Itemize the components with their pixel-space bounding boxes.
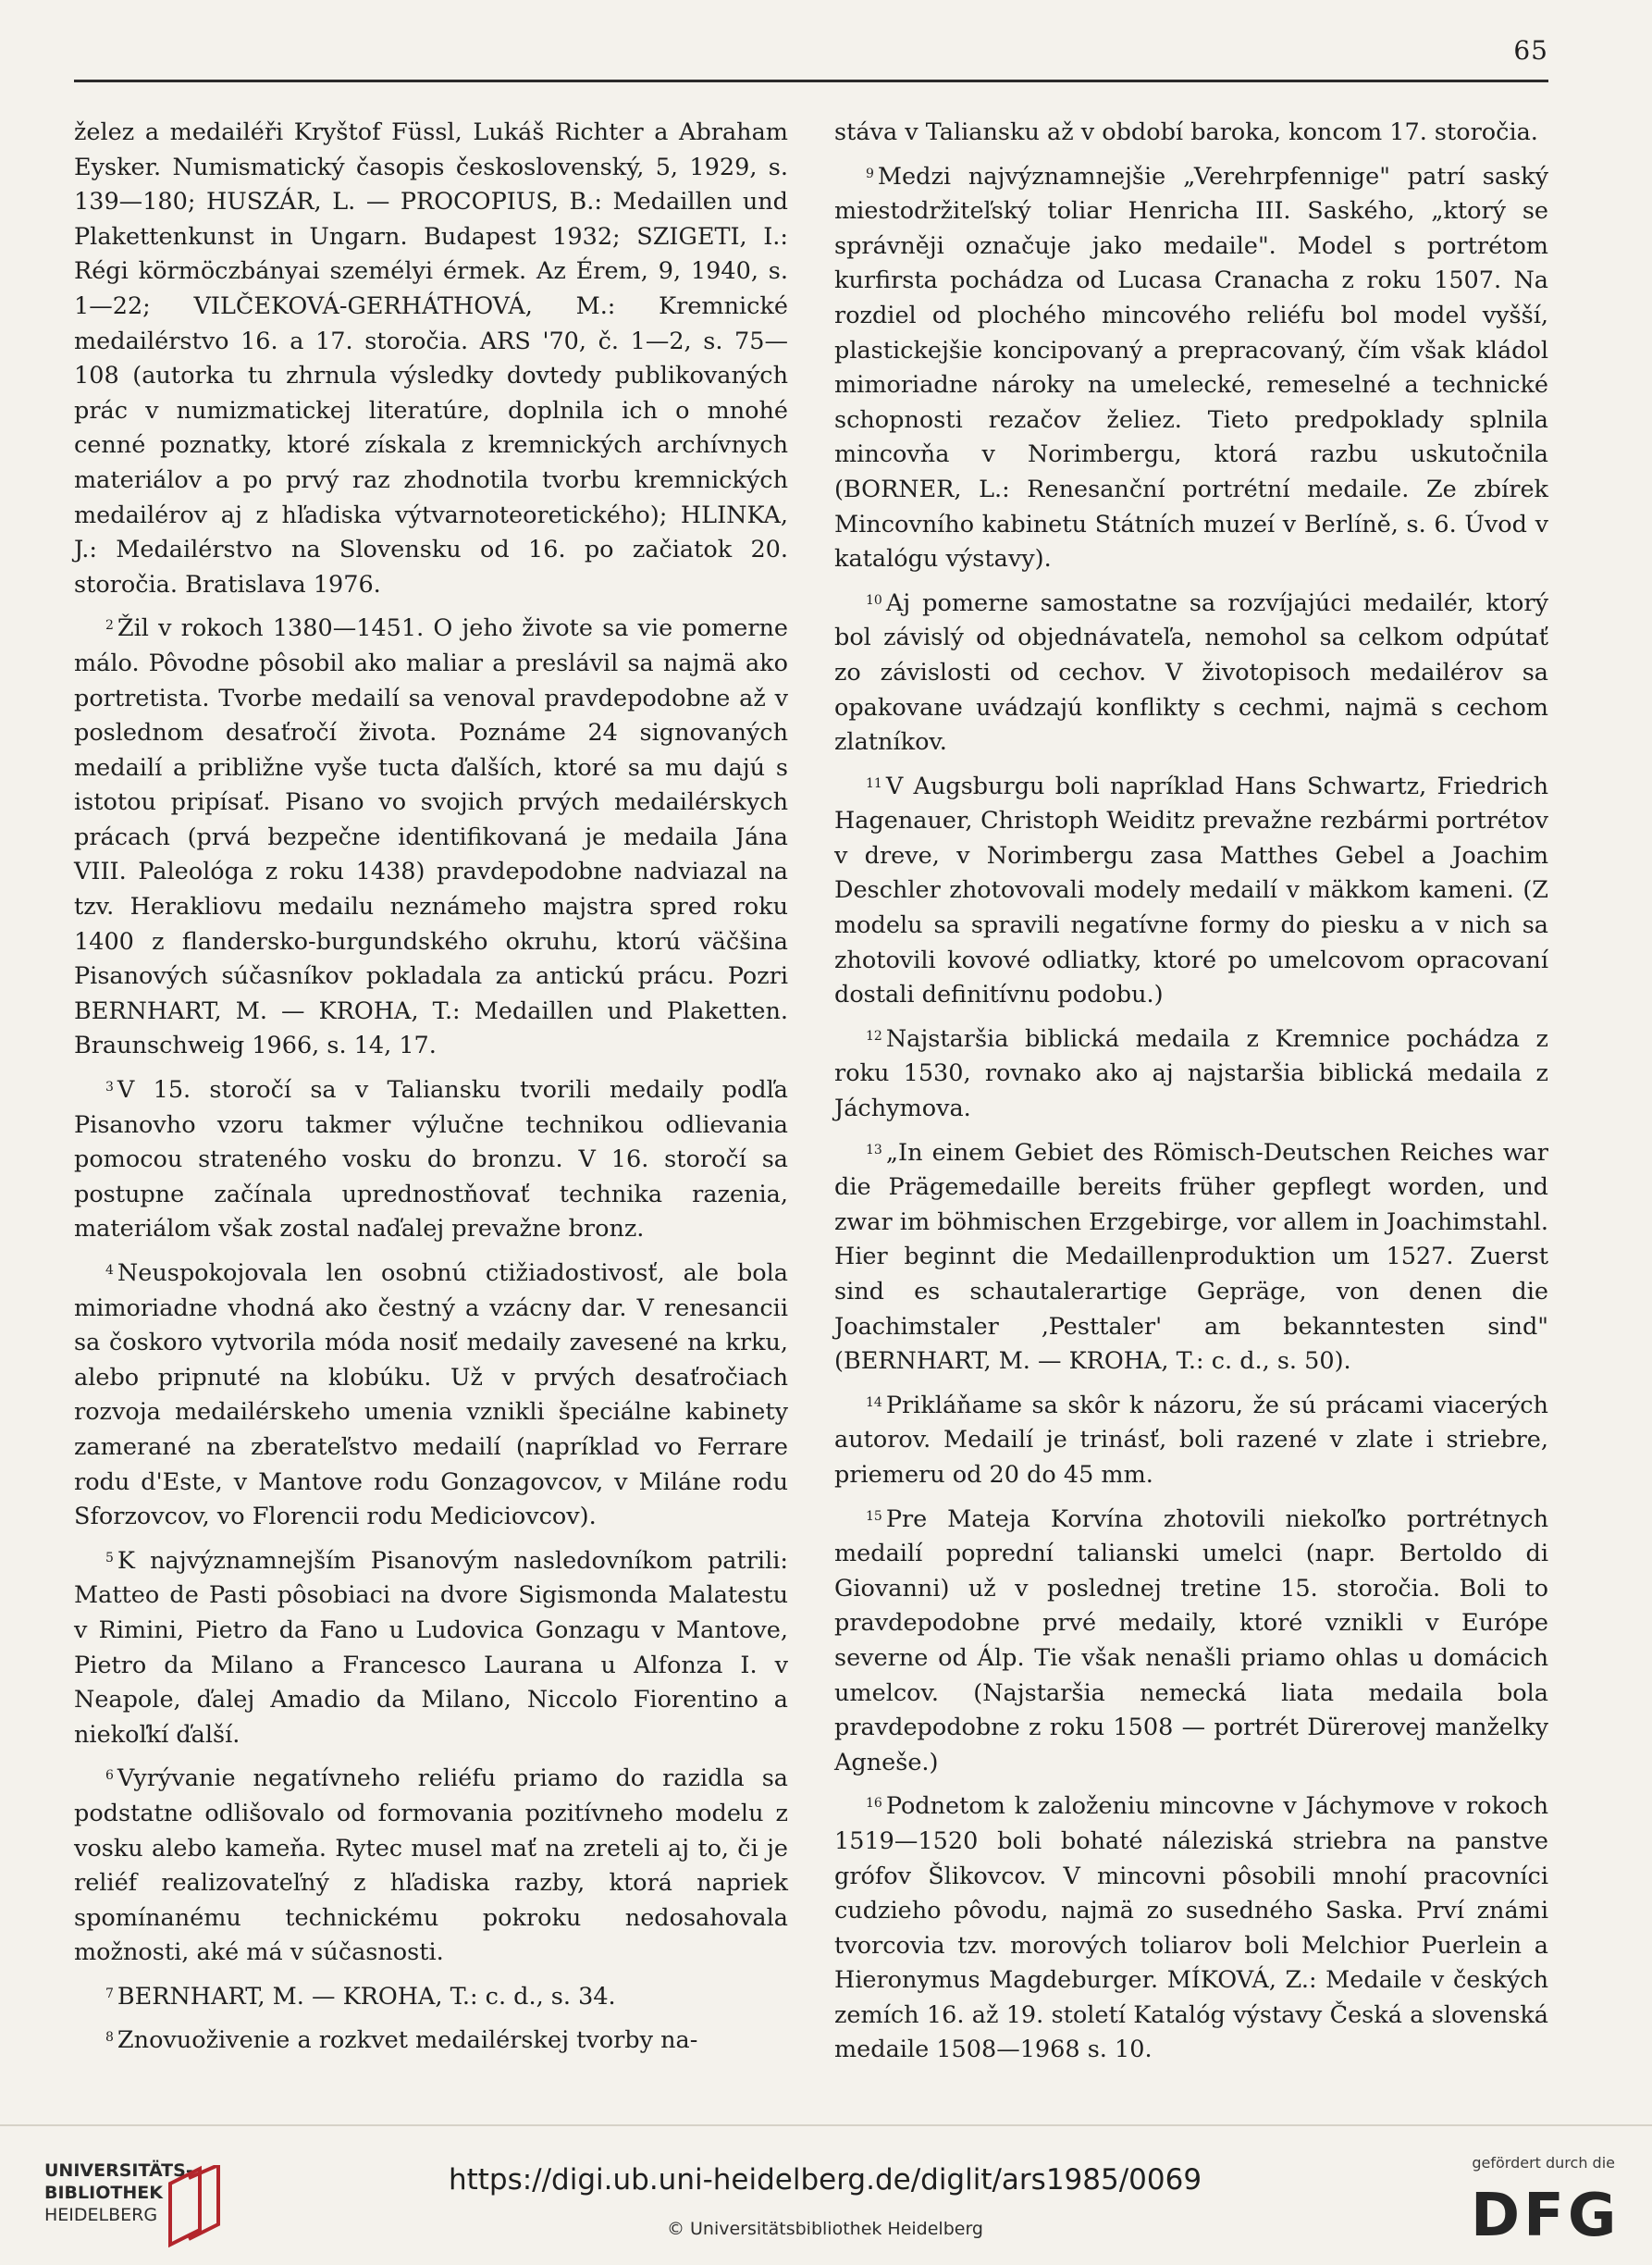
- footnote-number: 5: [105, 1550, 114, 1566]
- library-name-line: UNIVERSITÄTS-: [44, 2160, 193, 2181]
- footnote-text: V Augsburgu boli napríklad Hans Schwartz, Friedrich Hagenauer, Christoph Weiditz prevažne rezbármi portrétov v dreve, v Norimbergu zasa Matthes Gebel a Joachim Deschler zhotovovali modely medailí v mäkkom kameni. (Z modelu sa spravili negatívne formy do piesku a v nich sa zhotovili kovové odliatky, ktoré po umelcovom opracovaní dostali definitívnu podobu.): [834, 772, 1548, 1009]
- footnote-10: [834, 584, 1548, 761]
- footnote-number: 15: [866, 1508, 882, 1524]
- funding-label: gefördert durch die: [1472, 2154, 1615, 2172]
- footnote-3: [74, 1071, 788, 1247]
- copyright-notice: © Universitätsbibliothek Heidelberg: [666, 2219, 983, 2239]
- footnote-16: [834, 1787, 1548, 2068]
- library-name-line: BIBLIOTHEK: [44, 2183, 163, 2203]
- footnote-number: 2: [105, 618, 114, 634]
- footnote-text: Najstaršia biblická medaila z Kremnice pochádza z roku 1530, rovnako ako aj najstaršia biblická medaila z Jáchymova.: [834, 1024, 1548, 1123]
- footnote-text: Prikláňame sa skôr k názoru, že sú prácami viacerých autorov. Medailí je trinásť, boli razené v zlate i striebre, priemeru od 20 do 45 mm.: [834, 1391, 1548, 1489]
- footnote-number: 4: [105, 1263, 114, 1278]
- footnote-2: [74, 609, 788, 1064]
- footnote-5: [74, 1541, 788, 1753]
- footnote-8-continuation: [834, 116, 1548, 151]
- footnote-number: 10: [866, 592, 882, 608]
- footnote-14: [834, 1386, 1548, 1493]
- footnote-text: stáva v Taliansku až v období baroka, koncom 17. storočia.: [834, 118, 1538, 146]
- footnote-6: [74, 1759, 788, 1971]
- footnote-text: Medzi najvýznamnejšie „Verehrpfennige" patrí saský miestodržiteľský toliar Henricha III. Saského, „ktorý se správněji označuje jako medaile". Model s portrétom kurfirsta pochádza od Lucasa Cranacha z roku 1507. Na rozdiel od plochého mincového reliéfu bol model vyšší, plastickejšie koncipovaný a prepracovaný, čím však kládol mimoriadne nároky na umelecké, remeselné a technické schopnosti rezačov želiez. Tieto predpoklady splnila mincovňa v Norimbergu, ktorá razbu uskutočnila (BORNER, L.: Renesanční portrétní medaile. Ze zbírek Mincovního kabinetu Státních muzeí v Berlíně, s. 6. Úvod v katalógu výstavy).: [834, 162, 1548, 574]
- footnote-11: [834, 767, 1548, 1013]
- footnote-text: Pre Mateja Korvína zhotovili niekoľko portrétnych medailí poprední talianski umelci (napr. Bertoldo di Giovanni) už v poslednej tretine 15. storočia. Boli to pravdepodobne prvé medaily, ktoré vznikli v Európe severne od Álp. Tie však nenašli priamo ohlas u domácich umelcov. (Najstaršia nemecká liata medaila bola pravdepodobne z roku 1508 — portrét Dürerovej manželky Agneše.): [834, 1504, 1548, 1776]
- footnote-number: 8: [105, 2030, 114, 2046]
- footnote-7: [74, 1977, 788, 2015]
- footnote-text: Vyrývanie negatívneho reliéfu priamo do razidla sa podstatne odlišovalo od formovania pozitívneho modelu z vosku alebo kameňa. Rytec musel mať na zreteli aj to, či je reliéf realizovateľný z hľadiska razby, ktorá napriek spomínanému technickému pokroku nedosahovala možnosti, aké má v súčasnosti.: [74, 1764, 788, 1967]
- footnote-text: „In einem Gebiet des Römisch-Deutschen Reiches war die Prägemedaille bereits früher gepflegt worden, und zwar im böhmischen Erzgebirge, vor allem in Joachimstahl. Hier beginnt die Medaillenproduktion um 1527. Zuerst sind es schautalerartige Gepräge, von denen die Joachimstaler ‚Pesttaler' am bekanntesten sind" (BERNHART, M. — KROHA, T.: c. d., s. 50).: [834, 1138, 1548, 1376]
- footnote-text: Neuspokojovala len osobnú ctižiadostivosť, ale bola mimoriadne vhodná ako čestný a vzácny dar. V renesancii sa čoskoro vytvorila móda nosiť medaily zavesené na krku, alebo pripnuté na klobúku. Už v prvých desaťročiach rozvoja medailérskeho umenia vznikli špeciálne kabinety zamerané na zberateľstvo medailí (napríklad vo Ferrare rodu d'Este, v Mantove rodu Gonzagovcov, v Miláne rodu Sforzovcov, vo Florencii rodu Mediciovcov).: [74, 1259, 788, 1531]
- footnote-text: Aj pomerne samostatne sa rozvíjajúci medailér, ktorý bol závislý od objednávateľa, nemohol sa celkom odpútať zo závislosti od cechov. V životopisoch medailérov sa opakovane uvádzajú konflikty s cechmi, najmä s cechom zlatníkov.: [834, 588, 1548, 757]
- right-column: [834, 116, 1548, 2068]
- footnote-12: [834, 1020, 1548, 1127]
- permalink-url[interactable]: https://digi.ub.uni-heidelberg.de/diglit/ars1985/0069: [448, 2163, 1202, 2197]
- left-column: [74, 116, 788, 2059]
- library-emblem-icon: [163, 2165, 228, 2248]
- footnote-text: K najvýznamnejším Pisanovým nasledovníkom patrili: Matteo de Pasti pôsobiaci na dvore Sigismonda Malatestu v Rimini, Pietro da Fano u Ludovica Gonzagu v Mantove, Pietro da Milano a Francesco Laurana u Alfonza I. v Neapole, ďalej Amadio da Milano, Niccolo Fiorentino a niekoľkí ďalší.: [74, 1546, 788, 1749]
- footnote-text: Žil v rokoch 1380—1451. O jeho živote sa vie pomerne málo. Pôvodne pôsobil ako maliar a preslávil sa najmä ako portretista. Tvorbe medailí sa venoval pravdepodobne až v poslednom desaťročí života. Poznáme 24 signovaných medailí a približne vyše tucta ďalších, ktoré sa mu dajú s istotou pripísať. Pisano vo svojich prvých medailérskych prácach (prvá bezpečne identifikovaná je medaila Jána VIII. Paleológa z roku 1438) pravdepodobne nadviazal na tzv. Herakliovu medailu neznámeho majstra spred roku 1400 z flandersko-burgundského okruhu, ktorú väčšina Pisanových súčasníkov pokladala za antickú prácu. Pozri BERNHART, M. — KROHA, T.: Medaillen und Plaketten. Braunschweig 1966, s. 14, 17.: [74, 614, 788, 1060]
- footnote-text: želez a medailéři Kryštof Füssl, Lukáš Richter a Abraham Eysker. Numismatický časopis československý, 5, 1929, s. 139—180; HUSZÁR, L. — PROCOPIUS, B.: Medaillen und Plakettenkunst in Ungarn. Budapest 1932; SZIGETI, I.: Régi körmöczbányai személyi érmek. Az Érem, 9, 1940, s. 1—22; VILČEKOVÁ-GERHÁTHOVÁ, M.: Kremnické medailérstvo 16. a 17. storočia. ARS '70, č. 1—2, s. 75—108 (autorka tu zhrnula výsledky dovtedy publikovaných prác v numizmatickej literatúre, doplnila ich o mnohé cenné poznatky, ktoré získala z kremnických archívnych materiálov a po prvý raz zhodnotila tvorbu kremnických medailérov aj z hľadiska výtvarnoteoretického); HLINKA, J.: Medailérstvo na Slovensku od 16. po začiatok 20. storočia. Bratislava 1976.: [74, 118, 788, 599]
- footnote-text: Znovuoživenie a rozkvet medailérskej tvorby na-: [117, 2026, 698, 2055]
- footnote-9: [834, 157, 1548, 577]
- footnote-13: [834, 1133, 1548, 1380]
- footnote-number: 14: [866, 1394, 882, 1410]
- footnote-number: 12: [866, 1028, 882, 1044]
- footnote-number: 16: [866, 1796, 882, 1812]
- footnote-number: 9: [866, 166, 874, 181]
- footer-bar: [0, 2124, 1652, 2265]
- dfg-logo[interactable]: DFG: [1471, 2182, 1621, 2250]
- page-number: 65: [1513, 35, 1548, 66]
- footnote-number: 7: [105, 1986, 114, 2001]
- footnote-8: [74, 2021, 788, 2059]
- footnote-text: V 15. storočí sa v Taliansku tvorili medaily podľa Pisanovho vzoru takmer výlučne technikou odlievania pomocou strateného vosku do bronzu. V 16. storočí sa postupne začínala uprednostňovať technika razenia, materiálom však zostal naďalej prevažne bronz.: [74, 1076, 788, 1244]
- footnote-text: BERNHART, M. — KROHA, T.: c. d., s. 34.: [117, 1982, 616, 2011]
- footnote-15: [834, 1500, 1548, 1781]
- header-rule: [74, 80, 1548, 82]
- library-city: HEIDELBERG: [44, 2205, 158, 2225]
- footnote-4: [74, 1254, 788, 1535]
- footnote-number: 3: [105, 1080, 114, 1095]
- footnote-number: 11: [866, 775, 882, 791]
- footnote-number: 13: [866, 1142, 882, 1157]
- footnote-text: Podnetom k založeniu mincovne v Jáchymove v rokoch 1519—1520 boli bohaté náleziská striebra na panstve grófov Šlikovcov. V mincovni pôsobili mnohí pracovníci cudzieho pôvodu, najmä zo susedného Saska. Prví známi tvorcovia tzv. morových toliarov boli Melchior Puerlein a Hieronymus Magdeburger. MÍKOVÁ, Z.: Medaile v českých zemích 16. až 19. století Katalóg výstavy Česká a slovenská medaile 1508—1968 s. 10.: [834, 1792, 1548, 2064]
- footnote-continuation: [74, 116, 788, 602]
- footnote-number: 6: [105, 1768, 114, 1784]
